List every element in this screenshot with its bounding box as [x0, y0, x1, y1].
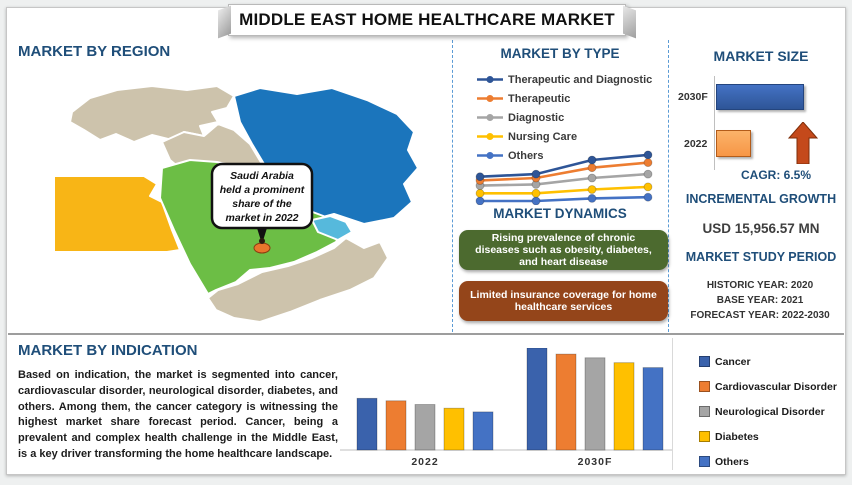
- type-legend-label: Others: [508, 149, 544, 162]
- saudi-map-pin-icon: [254, 243, 270, 253]
- banner-fold-right: [623, 6, 636, 39]
- type-legend-item: [477, 127, 652, 146]
- callout-line-4: market in 2022: [225, 212, 299, 224]
- type-heading: MARKET BY TYPE: [500, 46, 620, 61]
- study-period-line: FORECAST YEAR: 2022-2030: [690, 310, 830, 321]
- svg-text:2030F: 2030F: [577, 456, 613, 468]
- svg-text:2022: 2022: [411, 456, 439, 468]
- horizontal-separator: [8, 333, 844, 335]
- indication-legend: [699, 349, 837, 474]
- indication-legend-label: Others: [715, 455, 749, 468]
- market-size-bar-2022: [716, 130, 751, 157]
- type-legend-item: [477, 108, 652, 127]
- line-marker-icon: [477, 113, 503, 122]
- saudi-map-pin-head: [259, 238, 265, 244]
- indication-legend-separator: [672, 338, 673, 470]
- type-legend-label: Therapeutic and Diagnostic: [508, 73, 653, 86]
- market-size-category-2022: 2022: [684, 138, 708, 150]
- type-legend-label: Nursing Care: [508, 130, 578, 143]
- cagr-label: CAGR: 6.5%: [740, 168, 811, 182]
- market-driver-box: [459, 230, 668, 270]
- line-marker-icon: [477, 132, 503, 141]
- banner-fold-left: [218, 6, 231, 39]
- market-restraint-box: [459, 281, 668, 321]
- indication-legend-item: [699, 374, 837, 399]
- indication-legend-label: Neurological Disorder: [715, 405, 825, 418]
- legend-swatch-icon: [699, 406, 710, 417]
- callout-line-2: held a prominent: [219, 184, 305, 196]
- indication-legend-label: Cardiovascular Disorder: [715, 380, 837, 393]
- market-by-type-line-chart: [468, 147, 664, 205]
- type-legend-label: Therapeutic: [508, 92, 571, 105]
- incremental-growth-heading: INCREMENTAL GROWTH: [685, 192, 837, 206]
- dynamics-heading: MARKET DYNAMICS: [493, 206, 627, 221]
- study-period-heading: MARKET STUDY PERIOD: [685, 250, 837, 264]
- title-banner: [228, 4, 626, 36]
- indication-paragraph: Based on indication, the market is segmented into cancer, cardiovascular disorder, neurological disorder, diabetes, and others. Among them, the cancer category is witnessing the highest market share forecast period. Cancer, being a prevalent and complex health challenge in the Middle East, is a key driver transforming the home healthcare landscape.: [18, 369, 338, 461]
- indication-legend-item: [699, 349, 837, 374]
- indication-legend-label: Diabetes: [715, 430, 759, 443]
- market-restraint-text: Limited insurance coverage for home healthcare services: [470, 289, 657, 313]
- indication-legend-item: [699, 424, 837, 449]
- line-marker-icon: [477, 75, 503, 84]
- incremental-growth-value: USD 15,956.57 MN: [702, 221, 820, 236]
- market-size-bar-2030f: [716, 84, 804, 110]
- region-heading: MARKET BY REGION: [18, 43, 171, 60]
- middle-east-map: [12, 72, 444, 330]
- market-driver-text: Rising prevalence of chronic diseases such as obesity, diabetes, and heart disease: [475, 232, 652, 268]
- market-size-heading: MARKET SIZE: [713, 48, 809, 64]
- legend-swatch-icon: [699, 456, 710, 467]
- legend-swatch-icon: [699, 381, 710, 392]
- study-period-line: HISTORIC YEAR: 2020: [706, 280, 814, 291]
- callout-line-3: share of the: [232, 198, 292, 210]
- indication-heading: MARKET BY INDICATION: [18, 342, 198, 359]
- indication-legend-item: [699, 449, 837, 474]
- growth-arrow-icon: [788, 122, 818, 164]
- market-by-indication-bar-chart: [340, 348, 688, 470]
- type-legend-label: Diagnostic: [508, 111, 565, 124]
- market-size-axis: [714, 76, 715, 170]
- legend-swatch-icon: [699, 431, 710, 442]
- study-period-lines: [668, 278, 852, 323]
- page-title: MIDDLE EAST HOME HEALTHCARE MARKET: [239, 10, 615, 29]
- separator-dashed-left: [452, 40, 453, 332]
- indication-legend-label: Cancer: [715, 355, 751, 368]
- type-legend-item: [477, 70, 652, 89]
- indication-legend-item: [699, 399, 837, 424]
- type-legend-item: [477, 89, 652, 108]
- line-marker-icon: [477, 94, 503, 103]
- legend-swatch-icon: [699, 356, 710, 367]
- study-period-line: BASE YEAR: 2021: [716, 295, 804, 306]
- callout-line-1: Saudi Arabia: [230, 170, 294, 182]
- market-size-category-2030f: 2030F: [678, 91, 708, 103]
